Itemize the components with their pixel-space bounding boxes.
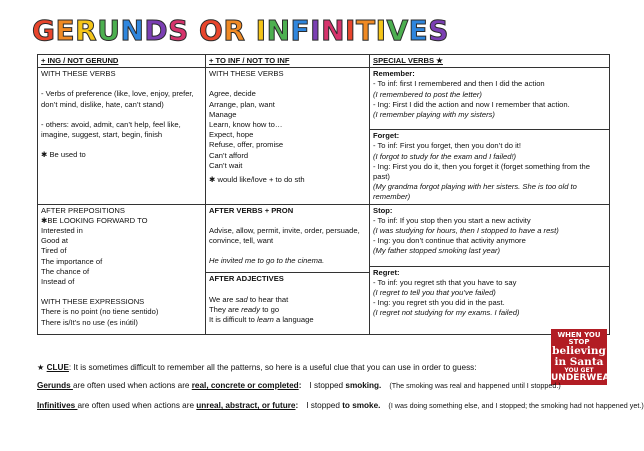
list-item: There is no point (no tiene sentido) [41,307,159,317]
infinitive-verbs-cell: WITH THESE VERBS Agree, decide Arrange, plan, want Manage Learn, know how to… Expect, hope Refuse, offer, promise Can’t afford Can’t wait ✱ would like/love + to do sth [206,68,370,204]
list-item: ✱BE LOOKING FORWARD TO [41,215,148,225]
remember-section: Remember: - To inf: first I remembered and then I did the action (I remembered to post the letter) - Ing: First I did the action and now I remember that action. (I remember playing with my sisters) [373,69,570,120]
list-item: Instead of [41,277,75,287]
stop-section: Stop: - To inf: If you stop then you start a new activity (I was studying for hours, then I stopped to have a rest) - Ing: you don’t continue that activity anymore (My father stopped smoking last year) [373,205,559,256]
gerunds-clue-line: Gerunds are often used when actions are real, concrete or completed: I stopped smoking. (The smoking was real and happened until I stopped.) [37,381,561,390]
header-special-verbs: SPECIAL VERBS ★ [370,55,610,68]
forget-section: Forget: - To inf: First you forget, then you don’t do it! (I forgot to study for the exam and I failed!) - Ing: First you do it, then you forget it (forget something from the past) (My grandma forgot playing with her sisters. She is too old to remember) [370,129,609,202]
list-item: Good at [41,236,69,246]
star-icon: ★ [37,363,45,372]
header-infinitive: + TO INF / NOT TO INF [206,55,370,68]
grammar-table [37,54,610,335]
row-verbs [38,68,610,204]
header-row [38,55,610,68]
page-title: GERUNDS OR INFINITIVES [32,14,449,47]
list-item: Expect, hope [209,130,254,140]
row-prepositions [38,204,610,334]
list-item: The chance of [41,266,90,276]
list-item: Can’t afford [209,150,249,160]
list-item: Interested in [41,226,83,236]
infinitives-clue-line: Infinitives are often used when actions are unreal, abstract, or future: I stopped to smoke. (I was doing something else, and I stopped; the smoking had not happened yet.) [37,401,644,410]
list-item: There is/It’s no use (es inútil) [41,317,138,327]
gerund-prepositions-cell: AFTER PREPOSITIONS ✱BE LOOKING FORWARD TO Interested in Good at Tired of The importance of The chance of Instead of WITH THESE EXPRESSIONS There is no point (no tiene sentido) There is/It’s no use (es inútil) [38,204,206,334]
header-gerund: + ING / NOT GERUND [38,55,206,68]
clue-line: ★ CLUE: It is sometimes difficult to remember all the patterns, so here is a useful clue that you can use in order to guess: [37,363,477,372]
list-item: Learn, know how to… [209,120,283,130]
regret-section: Regret: - To inf: you regret sth that you have to say (I regret to tell you that you’ve failed) - Ing: you regret sth you did in the past. (I regret not studying for my exams. I failed) [370,266,609,319]
special-verbs-cell-2 [370,204,610,334]
adjectives-section: AFTER ADJECTIVES We are sad to hear that They are ready to go It is difficult to learn a language [206,272,369,325]
list-item: Agree, decide [209,89,256,99]
list-item: Manage [209,109,237,119]
list-item: Arrange, plan, want [209,99,275,109]
gerund-verbs-cell: WITH THESE VERBS - Verbs of preference (like, love, enjoy, prefer, don’t mind, dislike, hate, can’t stand) - others: avoid, admit, can’t help, feel like, imagine, suggest, start, begin, finish ✱ Be used to [38,68,206,204]
santa-meme-image: WHEN YOU STOP believing in Santa YOU GET UNDERWEAR [551,331,617,383]
special-verbs-cell-1 [370,68,610,204]
list-item: Refuse, offer, promise [209,140,284,150]
list-item: Tired of [41,246,67,256]
list-item: Can’t wait [209,160,243,170]
list-item: The importance of [41,256,103,266]
infinitive-verbs-pron-cell: AFTER VERBS + PRON Advise, allow, permit, invite, order, persuade, convince, tell, want He invited me to go to the cinema. AFTER ADJECTIVES We are sad to hear that They are ready to go It is difficult to learn a language [206,204,370,334]
